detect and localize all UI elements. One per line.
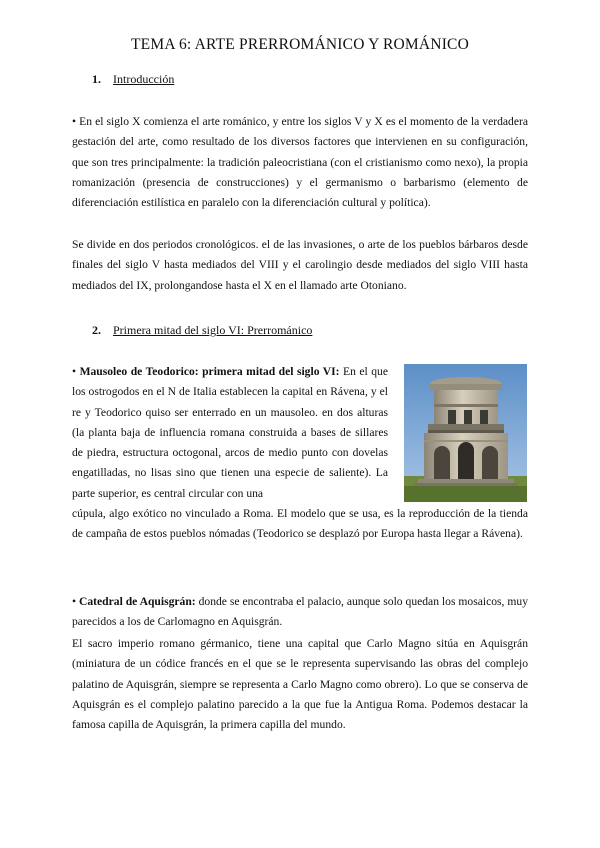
periods-paragraph: Se divide en dos periodos cronológicos. el de las invasiones, o arte de los pueblos bárbaros desde finales del siglo V hasta mediados del VIII y el carolingio desde mediados del siglo VIII hasta mediados del IX, prolongandose hasta el X en el llamado arte Otoniano. <box>72 238 528 292</box>
aquisgran-bullet: • <box>72 595 79 608</box>
aquisgran-label: Catedral de Aquisgrán: <box>79 595 196 608</box>
section-1-heading <box>92 72 174 87</box>
mausoleo-text: En el que los ostrogodos en el N de Italia establecen la capital en Rávena, y el re y Teodorico quiso ser enterrado en un mausoleo. en dos alturas (la planta baja de influencia romana construida a bases de sillares de piedra, estructura octogonal, arcos de medio punto con dovelas engatilladas, no lisas sino que tienen una especie de saliente). La parte superior, es central circular con una <box>72 365 388 500</box>
mausoleo-label: Mausoleo de Teodorico: primera mitad del siglo VI: <box>79 365 340 378</box>
page-title: TEMA 6: ARTE PRERROMÁNICO Y ROMÁNICO <box>131 36 469 53</box>
aquisgran-paragraph <box>72 592 528 633</box>
mausoleo-photo <box>404 364 527 502</box>
mausoleo-bullet: • <box>72 365 80 378</box>
section-2-number: 2. <box>92 323 101 337</box>
section-2-heading <box>92 323 312 338</box>
section-1-title: Introducción <box>113 72 175 86</box>
mausoleo-paragraph <box>72 362 388 504</box>
aquisgran-text: donde se encontraba el palacio, aunque solo quedan los mosaicos, muy parecidos a los de Carlomagno en Aquisgrán. <box>72 595 528 629</box>
aquisgran-history-paragraph: El sacro imperio romano gérmanico, tiene una capital que Carlo Magno sitúa en Aquisgrán (miniatura de un códice francés en el que se le representa supervisando las obras del complejo palatino de Aquisgrán, siempre se representa a Carlo Magno como obrero). Lo que se conserva de Aquisgrán es el complejo palatino parecido a la que fue la Antigua Roma. Podemos destacar la famosa capilla de Aquisgrán, la primera capilla del mundo. <box>72 637 528 732</box>
section-1-number: 1. <box>92 72 101 86</box>
mausoleo-continuation: cúpula, algo exótico no vinculado a Roma. El modelo que se usa, es la reproducción de la tienda de campaña de estos pueblos nómadas (Teodorico se desplazó por Europa hasta llegar a Rávena). <box>72 507 528 541</box>
intro-paragraph: • En el siglo X comienza el arte románico, y entre los siglos V y X es el momento de la verdadera gestación del arte, como resultado de los diversos factores que intervienen en su configuración, que son tres principalmente: la tradición paleocristiana (con el cristianismo como nexo), la propia romanización (presencia de construcciones) y el germanismo o barbarismo (elemento de diferenciación estilística en paralelo con la diferenciación cultural y política). <box>72 115 528 210</box>
section-2-title: Primera mitad del siglo VI: Prerrománico <box>113 323 313 337</box>
